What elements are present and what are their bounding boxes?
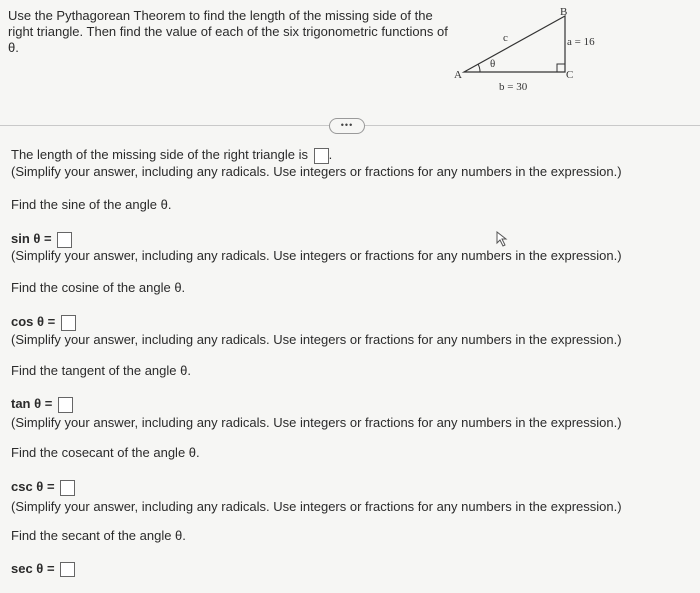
problem-prompt: Use the Pythagorean Theorem to find the length of the missing side of the right triangle. Then find the value of each of the six trigonometric functions of θ. xyxy=(8,8,448,55)
sine-prompt: Find the sine of the angle θ. xyxy=(11,197,172,212)
right-angle-marker xyxy=(557,64,565,72)
secant-prompt: Find the secant of the angle θ. xyxy=(11,528,186,543)
sine-hint: (Simplify your answer, including any radicals. Use integers or fractions for any numbers in the expression.) xyxy=(11,248,622,263)
vertex-c-label: C xyxy=(566,69,574,81)
sine-answer-box[interactable] xyxy=(57,232,72,248)
cosine-hint: (Simplify your answer, including any radicals. Use integers or fractions for any numbers in the expression.) xyxy=(11,332,622,347)
angle-arc xyxy=(478,64,480,72)
cosine-row xyxy=(11,314,76,331)
angle-theta-label: θ xyxy=(490,58,496,70)
cosecant-label: csc θ = xyxy=(11,479,55,494)
side-b-label: b = 30 xyxy=(499,81,528,93)
cosecant-answer-box[interactable] xyxy=(60,480,75,496)
more-options-button[interactable]: ••• xyxy=(329,118,365,134)
secant-label: sec θ = xyxy=(11,561,55,576)
cosecant-hint: (Simplify your answer, including any radicals. Use integers or fractions for any numbers in the expression.) xyxy=(11,499,622,514)
cosine-answer-box[interactable] xyxy=(61,315,76,331)
hypotenuse-label: c xyxy=(503,32,508,44)
tangent-label: tan θ = xyxy=(11,396,53,411)
missing-side-hint: (Simplify your answer, including any radicals. Use integers or fractions for any numbers in the expression.) xyxy=(11,164,622,179)
tangent-row xyxy=(11,396,73,413)
tangent-hint: (Simplify your answer, including any radicals. Use integers or fractions for any numbers in the expression.) xyxy=(11,415,622,430)
vertex-b-label: B xyxy=(560,6,568,18)
missing-side-answer-box[interactable] xyxy=(314,148,329,164)
tangent-answer-box[interactable] xyxy=(58,397,73,413)
missing-side-question: The length of the missing side of the right triangle is xyxy=(11,147,308,162)
triangle xyxy=(464,16,565,72)
sine-row xyxy=(11,231,72,248)
mouse-cursor-icon xyxy=(496,231,510,247)
cosecant-row xyxy=(11,479,75,496)
tangent-prompt: Find the tangent of the angle θ. xyxy=(11,363,191,378)
vertex-a-label: A xyxy=(454,69,462,81)
side-a-label: a = 16 xyxy=(567,36,595,48)
missing-side-row: The length of the missing side of the right triangle is . xyxy=(11,147,333,162)
secant-row xyxy=(11,561,75,577)
secant-answer-box[interactable] xyxy=(60,562,75,577)
right-triangle-diagram xyxy=(446,2,616,98)
cosecant-prompt: Find the cosecant of the angle θ. xyxy=(11,445,200,460)
cosine-label: cos θ = xyxy=(11,314,56,329)
cosine-prompt: Find the cosine of the angle θ. xyxy=(11,280,186,295)
sine-label: sin θ = xyxy=(11,231,52,246)
